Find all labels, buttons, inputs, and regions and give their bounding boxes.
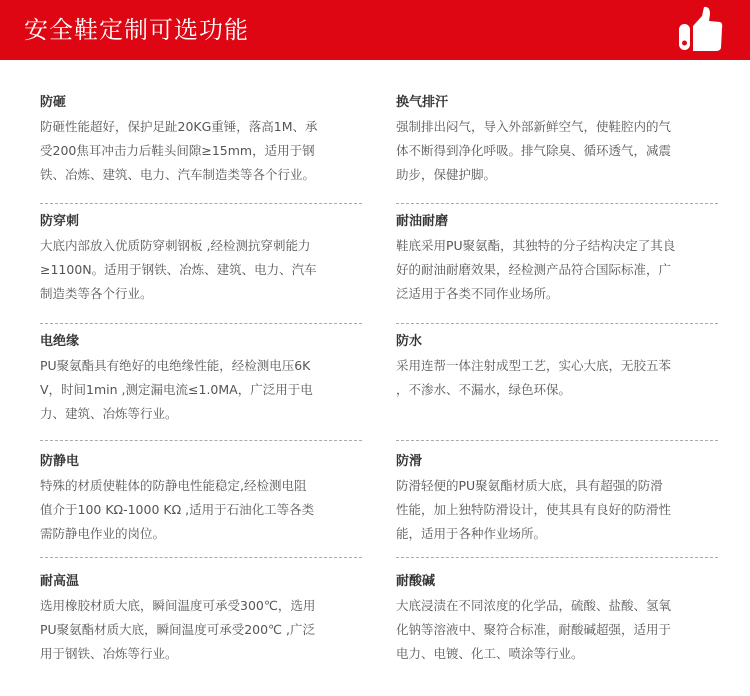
feature-description-line: 防砸性能超好，保护足趾20KG重锤，落高1M、承 [40, 119, 318, 134]
dashed-divider [396, 323, 718, 324]
feature-title: 防穿刺 [40, 214, 80, 229]
feature-description-line: 用于钢铁、冶炼等行业。 [40, 646, 178, 661]
feature-description-line: 鞋底采用PU聚氨酯，其独特的分子结构决定了其良 [396, 238, 676, 253]
feature-block [396, 450, 726, 546]
feature-description-line: ≥1100N。适用于钢铁、冶炼、建筑、电力、汽车 [40, 262, 317, 277]
feature-description-line: 需防静电作业的岗位。 [40, 526, 166, 541]
feature-description-line: 铁、冶炼、建筑、电力、汽车制造类等各个行业。 [40, 167, 316, 182]
feature-title: 耐酸碱 [396, 574, 436, 589]
feature-block [40, 570, 370, 666]
feature-title: 耐油耐磨 [396, 214, 449, 229]
feature-description-line: 好的耐油耐磨效果，经检测产品符合国际标准，广 [396, 262, 672, 277]
feature-title: 耐高温 [40, 574, 80, 589]
dashed-divider [396, 203, 718, 204]
dashed-divider [396, 557, 718, 558]
feature-description-line: 电力、电镀、化工、喷涂等行业。 [396, 646, 584, 661]
feature-block [396, 570, 726, 666]
feature-description-line: 体不断得到净化呼吸。排气除臭、循环透气，减震 [396, 143, 672, 158]
feature-title: 防滑 [396, 454, 423, 469]
feature-block [396, 330, 726, 402]
feature-description-line: 性能，加上独特防滑设计，使其具有良好的防滑性 [396, 502, 672, 517]
feature-description-line: 强制排出闷气，导入外部新鲜空气，使鞋腔内的气 [396, 119, 672, 134]
feature-description-line: 采用连帮一体注射成型工艺，实心大底，无胶五苯 [396, 358, 672, 373]
dashed-divider [40, 440, 362, 441]
feature-description-line: 制造类等各个行业。 [40, 286, 153, 301]
page-title: 安全鞋定制可选功能 [24, 16, 249, 44]
feature-block [40, 91, 370, 187]
feature-block [396, 91, 726, 187]
dashed-divider [40, 323, 362, 324]
feature-block [396, 210, 726, 306]
dashed-divider [396, 440, 718, 441]
feature-title: 防静电 [40, 454, 80, 469]
feature-description-line: 选用橡胶材质大底，瞬间温度可承受300℃，选用 [40, 598, 316, 613]
right-column [396, 0, 726, 696]
feature-description-line: 防滑轻便的PU聚氨酯材质大底，具有超强的防滑 [396, 478, 663, 493]
feature-description-line: 特殊的材质使鞋体的防静电性能稳定,经检测电阻 [40, 478, 307, 493]
feature-block [40, 450, 370, 546]
feature-description-line: 力、建筑、冶炼等行业。 [40, 406, 178, 421]
feature-description-line: 泛适用于各类不同作业场所。 [396, 286, 559, 301]
feature-block [40, 210, 370, 306]
feature-description-line: ，不渗水、不漏水，绿色环保。 [396, 382, 572, 397]
feature-description-line: PU聚氨酯具有绝好的电绝缘性能，经检测电压6K [40, 358, 311, 373]
feature-description-line: 大底浸渍在不同浓度的化学品，硫酸、盐酸、氢氧 [396, 598, 672, 613]
feature-description-line: 值介于100 KΩ-1000 KΩ ,适用于石油化工等各类 [40, 502, 315, 517]
feature-block [40, 330, 370, 426]
feature-title: 电绝缘 [40, 334, 80, 349]
feature-description-line: 受200焦耳冲击力后鞋头间隙≥15mm，适用于钢 [40, 143, 315, 158]
left-column [40, 0, 370, 696]
feature-description-line: 能，适用于各种作业场所。 [396, 526, 547, 541]
feature-title: 换气排汗 [396, 95, 449, 110]
feature-title: 防水 [396, 334, 423, 349]
feature-description-line: PU聚氨酯材质大底，瞬间温度可承受200℃ ,广泛 [40, 622, 316, 637]
feature-title: 防砸 [40, 95, 67, 110]
dashed-divider [40, 203, 362, 204]
feature-description-line: V，时间1min ,测定漏电流≤1.0MA，广泛用于电 [40, 382, 313, 397]
feature-description-line: 化钠等溶液中、聚符合标准，耐酸碱超强，适用于 [396, 622, 672, 637]
dashed-divider [40, 557, 362, 558]
feature-description-line: 大底内部放入优质防穿刺钢板 ,经检测抗穿刺能力 [40, 238, 311, 253]
feature-description-line: 助步，保健护脚。 [396, 167, 497, 182]
